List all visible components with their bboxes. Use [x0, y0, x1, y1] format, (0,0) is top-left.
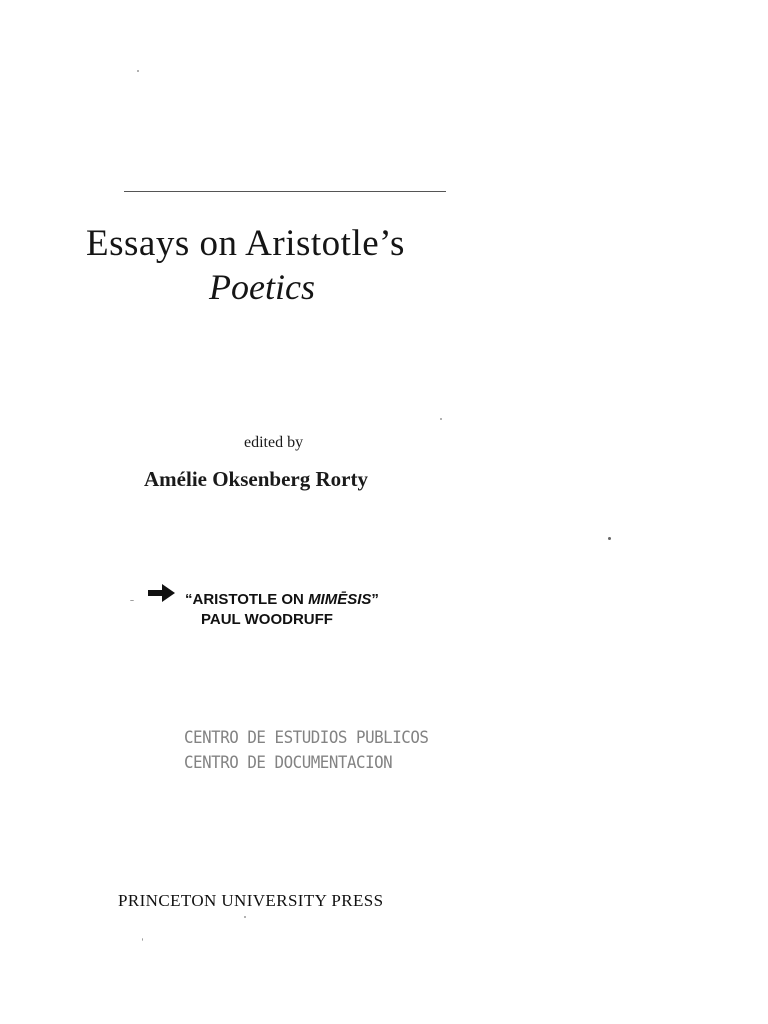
scan-speck — [137, 70, 139, 72]
edited-by-label: edited by — [244, 434, 304, 451]
scan-speck — [244, 916, 246, 918]
scan-speck — [130, 600, 134, 601]
stamp-line-1: CENTRO DE ESTUDIOS PUBLICOS — [184, 728, 429, 748]
library-stamp — [184, 728, 444, 782]
scan-speck — [142, 938, 143, 941]
right-arrow-icon — [146, 581, 178, 605]
essay-title — [185, 591, 379, 608]
scan-speck — [440, 418, 442, 420]
editor-name: Amélie Oksenberg Rorty — [144, 467, 368, 491]
essay-title-prefix: “ARISTOTLE ON — [185, 591, 309, 608]
essay-title-italic: MIMĒSIS — [308, 591, 372, 608]
book-title: Essays on Aristotle’s — [86, 223, 405, 264]
stamp-line-2: CENTRO DE DOCUMENTACION — [184, 753, 393, 773]
essay-title-suffix: ” — [371, 591, 379, 608]
essay-author: PAUL WOODRUFF — [201, 611, 333, 628]
book-subtitle: Poetics — [209, 267, 315, 307]
publisher-name: PRINCETON UNIVERSITY PRESS — [118, 891, 384, 910]
scan-speck — [608, 537, 611, 540]
top-rule — [124, 191, 446, 192]
